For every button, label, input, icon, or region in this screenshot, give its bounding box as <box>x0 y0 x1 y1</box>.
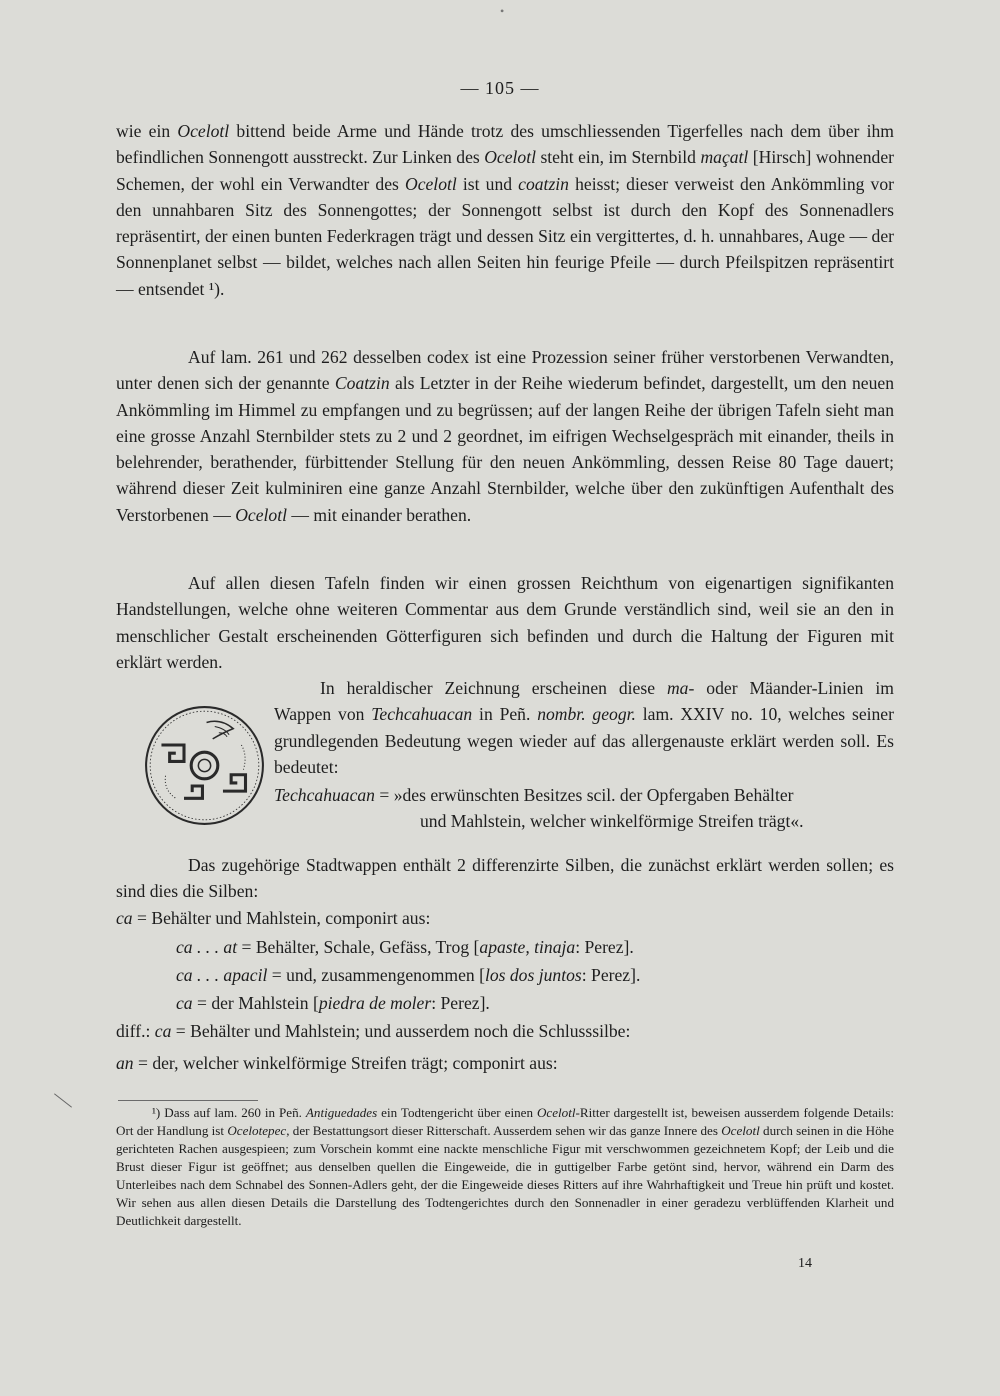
italic-term: Ocelotl <box>536 1105 576 1120</box>
italic-term: los dos juntos <box>484 965 582 985</box>
speck: • <box>500 4 505 18</box>
footnote-rule <box>118 1100 258 1101</box>
definition-line: Techcahuacan = »des erwünschten Besitzes scil. der Opfergaben Behälter <box>274 785 794 805</box>
italic-term: Ocelotl <box>235 504 288 525</box>
italic-term: Ocelotl <box>484 147 536 168</box>
italic-term: ca <box>116 908 133 928</box>
paragraph-3: Auf allen diesen Tafeln finden wir einen grossen Reichthum von eigenartigen signifikanten Handstellungen, welche ohne weiteren Commentar aus dem Grunde verständlich sind, weil sie an den in menschlicher Gestalt erscheinenden Götterfiguren sich befinden und durch die Haltung der Figuren mit erklärt werden. <box>116 573 894 672</box>
coat-of-arms-figure <box>143 704 266 827</box>
syllable-diff: diff.: ca = Behälter und Mahlstein; und ausserdem noch die Schlusssilbe: <box>116 1021 631 1041</box>
italic-term: ca <box>176 993 193 1013</box>
signature-mark: 14 <box>798 1256 812 1271</box>
definition-continuation: und Mahlstein, welcher winkelförmige Streifen trägt«. <box>420 811 804 831</box>
italic-term: Coatzin <box>334 373 390 394</box>
syllable-an: an = der, welcher winkelförmige Streifen trägt; componirt aus: <box>116 1053 558 1073</box>
syllable-ca-mahlstein: ca = der Mahlstein [piedra de moler: Perez]. <box>176 993 490 1013</box>
paragraph-4: In heraldischer Zeichnung erscheinen diese ma- oder Mäander-Linien im Wappen von Techcahuacan in Peñ. nombr. geogr. lam. XXIV no. 10, welches seiner grundlegenden Bedeutung wegen wieder auf das allergenauste erklärt werden soll. Es bedeutet: <box>274 678 894 777</box>
italic-term: Ocelotl <box>177 121 230 141</box>
italic-term: Antiguedades <box>305 1105 378 1120</box>
italic-term: Ocelotl <box>721 1123 760 1138</box>
paragraph-2: Auf lam. 261 und 262 desselben codex ist eine Prozession seiner früher verstorbenen Verwandten, unter denen sich der genannte Coatzin als Letzter in der Reihe wiederum befindet, dargestellt, um den neuen Ankömmling im Himmel zu empfangen und zu begrüssen; auf der langen Reihe der übrigen Tafeln sieht man eine grosse Anzahl Sternbilder stets zu 2 und 2 geordnet, im eifrigen Wechselgespräch mit einander, theils in belehrender, berathender, fürbittender Stellung für den neuen Ankömmling, dessen Reise 80 Tage dauert; während dieser Zeit kulminiren eine ganze Anzahl Sternbilder, welche über den zukünftigen Aufenthalt des Verstorbenen — Ocelotl — mit einander berathen. <box>116 347 894 525</box>
italic-term: Techcahuacan <box>274 785 375 805</box>
paragraph-5: Das zugehörige Stadtwappen enthält 2 differenzirte Silben, die zunächst erklärt werden sollen; es sind dies die Silben: <box>116 855 894 902</box>
italic-term: ca <box>154 1021 172 1041</box>
italic-term: an <box>116 1053 134 1073</box>
syllable-ca: ca = Behälter und Mahlstein, componirt aus: <box>116 908 431 928</box>
italic-term: ca . . . apacil <box>176 965 268 985</box>
italic-term: piedra de moler <box>318 993 432 1013</box>
italic-term: Ocelotepec <box>227 1123 287 1138</box>
margin-mark <box>54 1093 72 1107</box>
italic-term: coatzin <box>518 173 569 194</box>
italic-term: Ocelotl <box>404 173 457 194</box>
footnote: ¹) Dass auf lam. 260 in Peñ. Antiguedades ein Todtengericht über einen Ocelotl-Ritter dargestellt ist, beweisen ausserdem folgende Details: Ort der Handlung ist Ocelotepec, der Bestattungsort dieser Ritterschaft. Ausserdem sehen wir das ganze Innere des Ocelotl durch seinen in die Höhe gerichteten Rachen ausgespieen; zum Vorschein kommt eine nackte menschliche Figur mit verschwommen gezeichnetem Kopf; der Leib und die Brust dieser Figur ist geöffnet; aus denselben quellen die Eingeweide, die in guttigelber Farbe getönt sind, hervor, während ein Darm des Unterleibes nach dem Schnabel des Sonnen-Adlers geht, der die Eingeweide dieses Ritters auf ihre Wahrhaftigkeit und Treue hin prüft und kostet. Wir sehen aus allen diesen Details die Darstellung des Todtengerichtes durch den Sonnenadler in einer geradezu verblüffenden Klarheit und Deutlichkeit dargestellt. <box>116 1105 894 1228</box>
italic-term: ma- <box>666 678 695 698</box>
italic-term: apaste, tinaja <box>479 937 576 957</box>
italic-term: nombr. geogr. <box>537 704 636 725</box>
italic-term: Techcahuacan <box>371 704 473 725</box>
syllable-ca-apacil: ca . . . apacil = und, zusammengenommen [los dos juntos: Perez]. <box>176 965 641 985</box>
paragraph-1: wie ein Ocelotl bittend beide Arme und Hände trotz des umschliessenden Tigerfelles nach dem über ihm befindlichen Sonnengott ausstreckt. Zur Linken des Ocelotl steht ein, im Sternbild maçatl [Hirsch] wohnender Schemen, der wohl ein Verwandter des Ocelotl ist und coatzin heisst; dieser verweist den Ankömmling vor den unnahbaren Sitz des Sonnengottes; der Sonnengott selbst ist durch den Kopf des Sonnenadlers repräsentirt, der einen bunten Federkragen trägt und dessen Sitz ein vergittertes, d. h. unnahbares, Auge — der Sonnenplanet selbst — bildet, welches nach allen Seiten hin feurige Pfeile — durch Pfeilspitzen repräsentirt — entsendet ¹). <box>116 121 895 299</box>
italic-term: ca . . . at <box>176 937 238 957</box>
page-number: — 105 — <box>460 78 540 98</box>
italic-term: maçatl <box>700 147 749 168</box>
syllable-ca-at: ca . . . at = Behälter, Schale, Gefäss, Trog [apaste, tinaja: Perez]. <box>176 937 634 957</box>
